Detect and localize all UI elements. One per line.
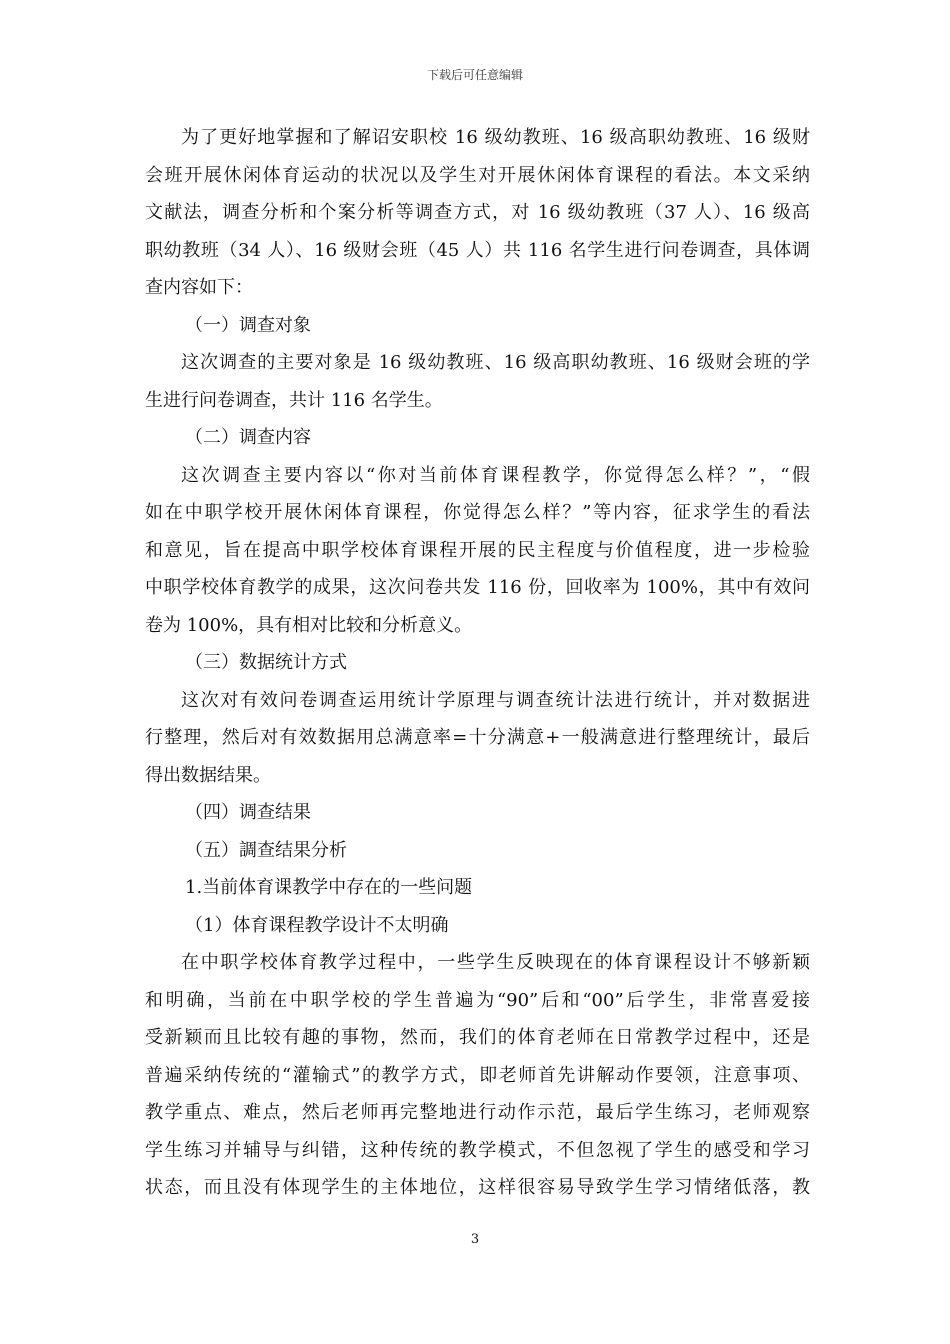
paragraph-line: 这次对有效问卷调查运用统计学原理与调查统计法进行统计，并对数据进 xyxy=(181,689,810,711)
section-heading: （一）调查对象 xyxy=(185,314,311,336)
section-heading: （三）数据统计方式 xyxy=(185,652,347,673)
paragraph-line: 行整理，然后对有效数据用总满意率=十分满意+一般满意进行整理统计，最后 xyxy=(145,727,810,748)
subsection-heading: 1.当前体育课教学中存在的一些问题 xyxy=(185,877,473,898)
paragraph-line: 教学重点、难点，然后老师再完整地进行动作示范，最后学生练习，老师观察 xyxy=(145,1102,810,1123)
paragraph-line: 这次调查的主要对象是 16 级幼教班、16 级高职幼教班、16 级财会班的学 xyxy=(181,352,810,373)
subsection-heading: （1）体育课程教学设计不太明确 xyxy=(185,914,449,936)
paragraph-line: 这次调查主要内容以“你对当前体育课程教学，你觉得怎么样？”，“假 xyxy=(181,464,810,486)
paragraph-line: 如在中职学校开展休闲体育课程，你觉得怎么样？”等内容，征求学生的看法 xyxy=(145,502,810,523)
paragraph-line: 普遍采纳传统的“灌输式”的教学方式，即老师首先讲解动作要领，注意事项、 xyxy=(145,1064,810,1086)
paragraph-line: 中职学校体育教学的成果，这次问卷共发 116 份，回收率为 100%，其中有效问 xyxy=(145,577,810,598)
paragraph-line: 和明确，当前在中职学校的学生普遍为“90”后和“00”后学生，非常喜爱接 xyxy=(145,989,810,1011)
paragraph-line: 和意见，旨在提高中职学校体育课程开展的民主程度与价值程度，进一步检验 xyxy=(145,539,810,561)
page-number: 3 xyxy=(470,1232,480,1247)
paragraph-line: 职幼教班（34 人）、16 级财会班（45 人）共 116 名学生进行问卷调查，具体调 xyxy=(145,239,810,261)
paragraph-line: 生进行问卷调查，共计 116 名学生。 xyxy=(145,389,443,411)
paragraph-line: 受新颖而且比较有趣的事物，然而，我们的体育老师在日常教学过程中，还是 xyxy=(145,1027,810,1048)
section-heading: （五）調查结果分析 xyxy=(185,839,347,861)
paragraph-line: 为了更好地掌握和了解诏安职校 16 级幼教班、16 级高职幼教班、16 级财 xyxy=(181,127,810,148)
paragraph-line: 卷为 100%，具有相对比较和分析意义。 xyxy=(145,614,473,636)
paragraph-line: 在中职学校体育教学过程中，一些学生反映现在的体育课程设计不够新颖 xyxy=(181,952,810,973)
section-heading: （二）调查内容 xyxy=(185,427,311,448)
document-body xyxy=(145,119,810,1207)
section-heading: （四）调查结果 xyxy=(185,802,311,823)
paragraph-line: 文献法，调查分析和个案分析等调查方式，对 16 级幼教班（37 人）、16 级高 xyxy=(145,202,810,223)
paragraph-line: 学生练习并辅导与纠错，这种传统的教学模式，不但忽视了学生的感受和学习 xyxy=(145,1139,810,1161)
paragraph-line: 得出数据结果。 xyxy=(145,764,271,786)
page-header: 下载后可任意编辑 xyxy=(426,68,523,82)
paragraph-line: 查内容如下： xyxy=(145,277,253,298)
paragraph-line: 会班开展休闲体育运动的状况以及学生对开展休闲体育课程的看法。本文采纳 xyxy=(145,164,810,186)
paragraph-line: 状态，而且没有体现学生的主体地位，这样很容易导致学生学习情绪低落，教 xyxy=(145,1177,810,1198)
